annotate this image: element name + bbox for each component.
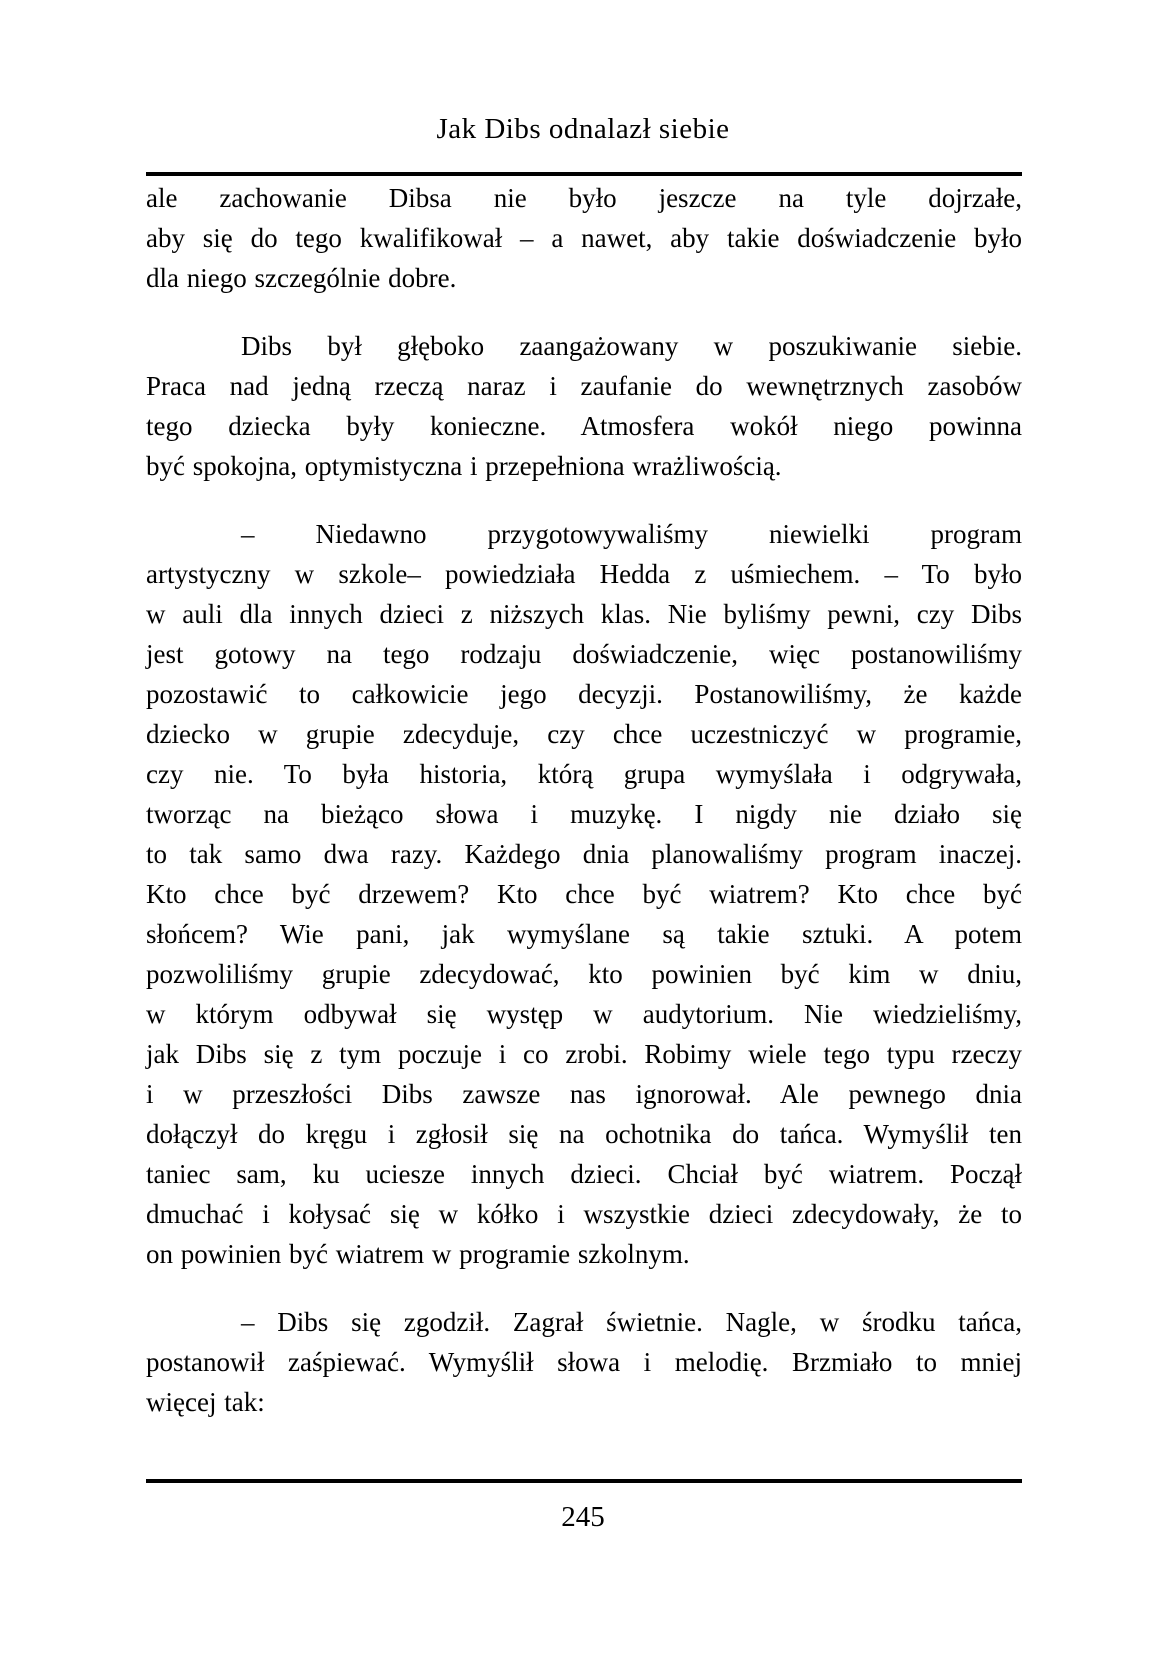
text-line: tworząc na bieżąco słowa i muzykę. I nigdy nie działo się [146,799,1022,829]
text-line: to tak samo dwa razy. Każdego dnia planowaliśmy program inaczej. [146,839,1022,869]
text-line: jest gotowy na tego rodzaju doświadczenie, więc postanowiliśmy [146,639,1022,669]
paragraph [146,514,1022,1274]
header-rule [146,172,1022,176]
text-line: i w przeszłości Dibs zawsze nas ignorował. Ale pewnego dnia [146,1079,1022,1109]
text-line: on powinien być wiatrem w programie szkolnym. [146,1239,690,1269]
text-line: pozwoliliśmy grupie zdecydować, kto powinien być kim w dniu, [146,959,1022,989]
paragraph [146,178,1022,298]
text-line: dołączył do kręgu i zgłosił się na ochotnika do tańca. Wymyślił ten [146,1119,1022,1149]
page-number: 245 [561,1501,605,1533]
text-line: jak Dibs się z tym poczuje i co zrobi. Robimy wiele tego typu rzeczy [146,1039,1022,1069]
text-line: pozostawić to całkowicie jego decyzji. Postanowiliśmy, że każde [146,679,1022,709]
body-text [146,178,1022,1422]
text-line: Praca nad jedną rzeczą naraz i zaufanie do wewnętrznych zasobów [146,371,1022,401]
text-line: słońcem? Wie pani, jak wymyślane są takie sztuki. A potem [146,919,1022,949]
text-line: ale zachowanie Dibsa nie było jeszcze na tyle dojrzałe, [146,183,1022,213]
text-line: – Dibs się zgodził. Zagrał świetnie. Nagle, w środku tańca, [241,1307,1022,1337]
text-line: taniec sam, ku uciesze innych dzieci. Chciał być wiatrem. Począł [146,1159,1022,1189]
text-line: więcej tak: [146,1387,265,1417]
text-line: – Niedawno przygotowywaliśmy niewielki program [241,519,1022,549]
text-line: Dibs był głęboko zaangażowany w poszukiwanie siebie. [241,331,1022,361]
text-line: dla niego szczególnie dobre. [146,263,457,293]
footer-rule [146,1479,1022,1483]
text-line: czy nie. To była historia, którą grupa wymyślała i odgrywała, [146,759,1022,789]
text-line: artystyczny w szkole– powiedziała Hedda z uśmiechem. – To było [146,559,1022,589]
text-line: dziecko w grupie zdecyduje, czy chce uczestniczyć w programie, [146,719,1022,749]
text-line: w którym odbywał się występ w audytorium. Nie wiedzieliśmy, [146,999,1022,1029]
paragraph [146,1302,1022,1422]
text-line: dmuchać i kołysać się w kółko i wszystkie dzieci zdecydowały, że to [146,1199,1022,1229]
text-line: w auli dla innych dzieci z niższych klas. Nie byliśmy pewni, czy Dibs [146,599,1022,629]
text-line: być spokojna, optymistyczna i przepełniona wrażliwością. [146,451,782,481]
text-line: postanowił zaśpiewać. Wymyślił słowa i melodię. Brzmiało to mniej [146,1347,1022,1377]
text-line: Kto chce być drzewem? Kto chce być wiatrem? Kto chce być [146,879,1022,909]
text-line: aby się do tego kwalifikował – a nawet, aby takie doświadczenie było [146,223,1022,253]
page-header: Jak Dibs odnalazł siebie [436,113,730,145]
paragraph [146,326,1022,486]
text-line: tego dziecka były konieczne. Atmosfera wokół niego powinna [146,411,1022,441]
